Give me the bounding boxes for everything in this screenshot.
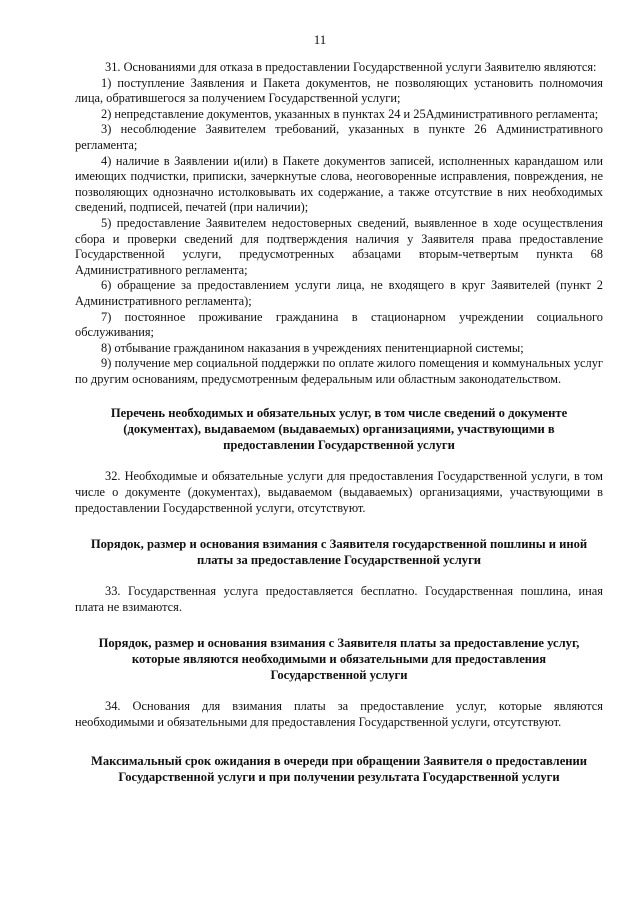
section-heading: Максимальный срок ожидания в очереди при обращении Заявителя о предоставлении Государственной услуги и при получении результата Государственной услуги	[90, 753, 588, 784]
list-item: 7) постоянное проживание гражданина в стационарном учреждении социального обслуживания;	[75, 309, 603, 340]
paragraph-34: 34. Основания для взимания платы за предоставление услуг, которые являются необходимыми и обязательными для предоставления Государственной услуги, отсутствуют.	[75, 699, 603, 730]
section-heading: Порядок, размер и основания взимания с Заявителя государственной пошлины и иной платы за предоставление Государственной услуги	[90, 537, 588, 568]
list-item: 9) получение мер социальной поддержки по оплате жилого помещения и коммунальных услуг по другим основаниям, предусмотренным федеральным или областным законодательством.	[75, 356, 603, 386]
list-item: 3) несоблюдение Заявителем требований, указанных в пункте 26 Административного регламента;	[75, 122, 603, 152]
list-item: 4) наличие в Заявлении и(или) в Пакете документов записей, исполненных карандашом или имеющих подчистки, приписки, зачеркнутые слова, неоговоренные исправления, повреждения, не позволяющих однозначно истолковывать их содержание, а также отсутствие в них необходимых сведений, подписей, печатей (при наличии);	[75, 153, 603, 215]
page-number: 11	[313, 32, 327, 47]
list-item: 1) поступление Заявления и Пакета документов, не позволяющих установить полномочия лица, обратившегося за получением Государственной услуги;	[75, 75, 603, 106]
document-body	[75, 60, 603, 785]
paragraph-33: 33. Государственная услуга предоставляется бесплатно. Государственная пошлина, иная плата не взимаются.	[75, 584, 603, 614]
paragraph-31-intro: 31. Основаниями для отказа в предоставлении Государственной услуги Заявителю являются:	[105, 60, 597, 74]
section-heading: Порядок, размер и основания взимания с Заявителя платы за предоставление услуг, которые являются необходимыми и обязательными для предоставления Государственной услуги	[98, 636, 580, 683]
list-item: 8) отбывание гражданином наказания в учреждениях пенитенциарной системы;	[101, 340, 524, 355]
list-item: 2) непредставление документов, указанных в пунктах 24 и 25Административного регламента;	[101, 106, 599, 121]
list-item: 5) предоставление Заявителем недостоверных сведений, выявленное в ходе осуществления сбора и проверки сведений для подтверждения наличия у Заявителя права предоставление Государственной услуги, предусмотренных абзацами вторым-четвертым пункта 68 Административного регламента;	[75, 215, 603, 277]
list-item: 6) обращение за предоставлением услуги лица, не входящего в круг Заявителей (пункт 2 Административного регламента);	[75, 278, 603, 308]
section-heading: Перечень необходимых и обязательных услуг, в том числе сведений о документе (документах), выдаваемом (выдаваемых) организациями, участвующими в предоставлении Государственной услуги	[110, 406, 568, 453]
paragraph-32: 32. Необходимые и обязательные услуги для предоставления Государственной услуги, в том числе о документе (документах), выдаваемом (выдаваемых) организациями, участвующими в предоставлении Государственной услуги, отсутствуют.	[75, 469, 603, 515]
